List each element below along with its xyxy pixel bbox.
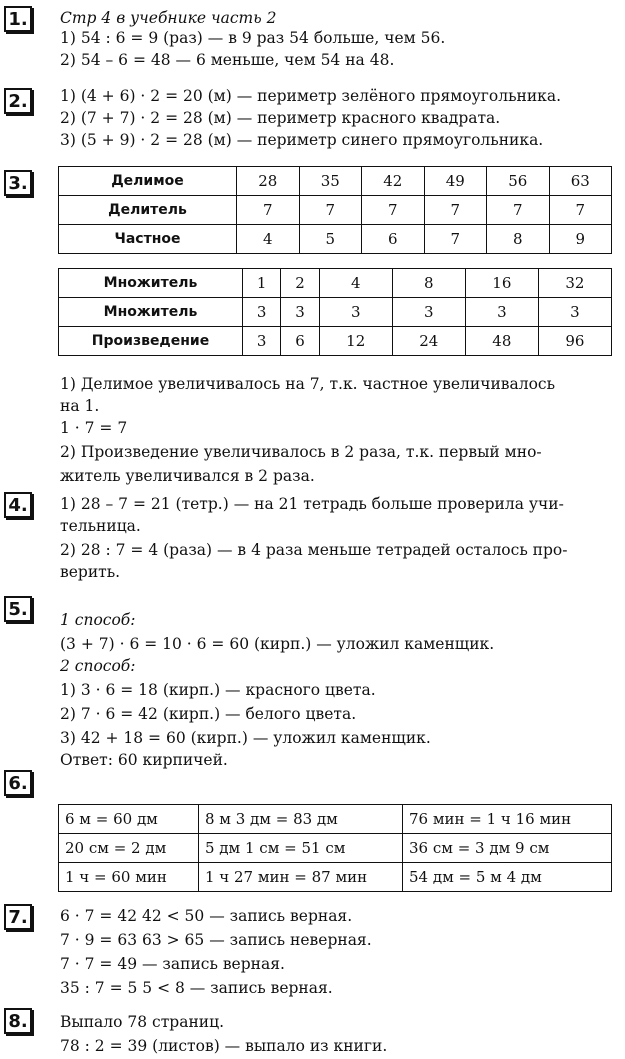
table-cell: 28 xyxy=(237,167,300,196)
table-cell: 7 xyxy=(299,196,362,225)
task-5-line-2: (3 + 7) · 6 = 10 · 6 = 60 (кирп.) — уложил каменщик. xyxy=(60,635,495,653)
table-row xyxy=(59,863,612,892)
task-2-line-1: 1) (4 + 6) · 2 = 20 (м) — периметр зелёного прямоугольника. xyxy=(60,87,562,105)
table-row xyxy=(59,805,612,834)
table-cell: 4 xyxy=(319,269,392,298)
table-cell: 7 xyxy=(362,196,425,225)
table-cell: Делитель xyxy=(59,196,237,225)
task-3-line-1: 1) Делимое увеличивалось на 7, т.к. частное увеличивалось xyxy=(60,375,556,393)
task-7-line-3: 7 · 7 = 49 — запись верная. xyxy=(60,955,285,973)
table-cell: 63 xyxy=(549,167,612,196)
table-cell: Множитель xyxy=(59,298,243,327)
table-cell: 7 xyxy=(237,196,300,225)
table-row xyxy=(59,269,612,298)
task-5-line-6: 3) 42 + 18 = 60 (кирп.) — уложил каменщик. xyxy=(60,729,431,747)
table-cell: 3 xyxy=(392,298,465,327)
division-table xyxy=(58,166,612,254)
table-cell: 7 xyxy=(487,196,550,225)
table-cell: 20 см = 2 дм xyxy=(59,834,199,863)
task-3-line-4: 2) Произведение увеличивалось в 2 раза, т.к. первый мно- xyxy=(60,443,542,461)
table-cell: 6 м = 60 дм xyxy=(59,805,199,834)
table-cell: 36 см = 3 дм 9 см xyxy=(403,834,612,863)
table-cell: 12 xyxy=(319,327,392,356)
task-number-6: 6. xyxy=(4,770,32,796)
table-cell: 8 xyxy=(487,225,550,254)
task-7-line-1: 6 · 7 = 42 42 < 50 — запись верная. xyxy=(60,907,353,925)
table-cell: Делимое xyxy=(59,167,237,196)
table-cell: Частное xyxy=(59,225,237,254)
task-4-line-3: 2) 28 : 7 = 4 (раза) — в 4 раза меньше тетрадей осталось про- xyxy=(60,541,568,559)
task-5-line-3: 2 способ: xyxy=(60,657,136,675)
table-cell: 5 дм 1 см = 51 см xyxy=(199,834,403,863)
task-5-line-5: 2) 7 · 6 = 42 (кирп.) — белого цвета. xyxy=(60,705,357,723)
table-cell: 3 xyxy=(465,298,538,327)
table-cell: 4 xyxy=(237,225,300,254)
table-cell: 56 xyxy=(487,167,550,196)
table-row xyxy=(59,225,612,254)
task-4-line-2: тельница. xyxy=(60,517,141,535)
table-row xyxy=(59,327,612,356)
task-1-line-2: 1) 54 : 6 = 9 (раз) — в 9 раз 54 больше, чем 56. xyxy=(60,29,446,47)
units-table xyxy=(58,804,612,892)
table-cell: 8 м 3 дм = 83 дм xyxy=(199,805,403,834)
table-cell: 7 xyxy=(424,225,487,254)
task-7-line-2: 7 · 9 = 63 63 > 65 — запись неверная. xyxy=(60,931,372,949)
table-cell: 9 xyxy=(549,225,612,254)
task-2-line-2: 2) (7 + 7) · 2 = 28 (м) — периметр красного квадрата. xyxy=(60,109,501,127)
task-number-2: 2. xyxy=(4,88,32,114)
table-cell: 6 xyxy=(362,225,425,254)
task-number-8: 8. xyxy=(4,1008,32,1034)
task-5-line-1: 1 способ: xyxy=(60,611,136,629)
table-cell: 3 xyxy=(243,298,281,327)
table-cell: 7 xyxy=(424,196,487,225)
table-cell: 2 xyxy=(281,269,319,298)
table-cell: 16 xyxy=(465,269,538,298)
table-cell: 32 xyxy=(538,269,611,298)
table-cell: 3 xyxy=(319,298,392,327)
table-cell: 76 мин = 1 ч 16 мин xyxy=(403,805,612,834)
table-cell: Произведение xyxy=(59,327,243,356)
table-cell: 35 xyxy=(299,167,362,196)
table-cell: 49 xyxy=(424,167,487,196)
table-cell: Множитель xyxy=(59,269,243,298)
task-4-line-1: 1) 28 – 7 = 21 (тетр.) — на 21 тетрадь больше проверила учи- xyxy=(60,495,564,513)
table-row xyxy=(59,167,612,196)
multiplication-table xyxy=(58,268,612,356)
task-3-line-2: на 1. xyxy=(60,397,100,415)
table-cell: 5 xyxy=(299,225,362,254)
table-cell: 48 xyxy=(465,327,538,356)
table-cell: 8 xyxy=(392,269,465,298)
task-1-line-1: Стр 4 в учебнике часть 2 xyxy=(60,9,277,27)
task-number-3: 3. xyxy=(4,170,32,196)
task-7-line-4: 35 : 7 = 5 5 < 8 — запись верная. xyxy=(60,979,333,997)
task-3-line-5: житель увеличивался в 2 раза. xyxy=(60,467,315,485)
task-8-line-1: Выпало 78 страниц. xyxy=(60,1013,225,1031)
task-number-7: 7. xyxy=(4,904,32,930)
task-5-line-4: 1) 3 · 6 = 18 (кирп.) — красного цвета. xyxy=(60,681,376,699)
table-cell: 54 дм = 5 м 4 дм xyxy=(403,863,612,892)
table-row xyxy=(59,196,612,225)
table-cell: 1 ч = 60 мин xyxy=(59,863,199,892)
table-cell: 1 xyxy=(243,269,281,298)
table-cell: 96 xyxy=(538,327,611,356)
task-number-4: 4. xyxy=(4,492,32,518)
task-number-5: 5. xyxy=(4,596,32,622)
table-cell: 3 xyxy=(538,298,611,327)
task-2-line-3: 3) (5 + 9) · 2 = 28 (м) — периметр синего прямоугольника. xyxy=(60,131,544,149)
table-cell: 24 xyxy=(392,327,465,356)
table-row xyxy=(59,834,612,863)
table-row xyxy=(59,298,612,327)
table-cell: 1 ч 27 мин = 87 мин xyxy=(199,863,403,892)
table-cell: 3 xyxy=(243,327,281,356)
table-cell: 3 xyxy=(281,298,319,327)
table-cell: 7 xyxy=(549,196,612,225)
task-3-line-3: 1 · 7 = 7 xyxy=(60,419,128,437)
table-cell: 6 xyxy=(281,327,319,356)
task-5-line-7: Ответ: 60 кирпичей. xyxy=(60,751,228,769)
task-4-line-4: верить. xyxy=(60,563,121,581)
task-number-1: 1. xyxy=(4,6,32,32)
task-1-line-3: 2) 54 – 6 = 48 — 6 меньше, чем 54 на 48. xyxy=(60,51,395,69)
table-cell: 42 xyxy=(362,167,425,196)
task-8-line-2: 78 : 2 = 39 (листов) — выпало из книги. xyxy=(60,1037,388,1055)
